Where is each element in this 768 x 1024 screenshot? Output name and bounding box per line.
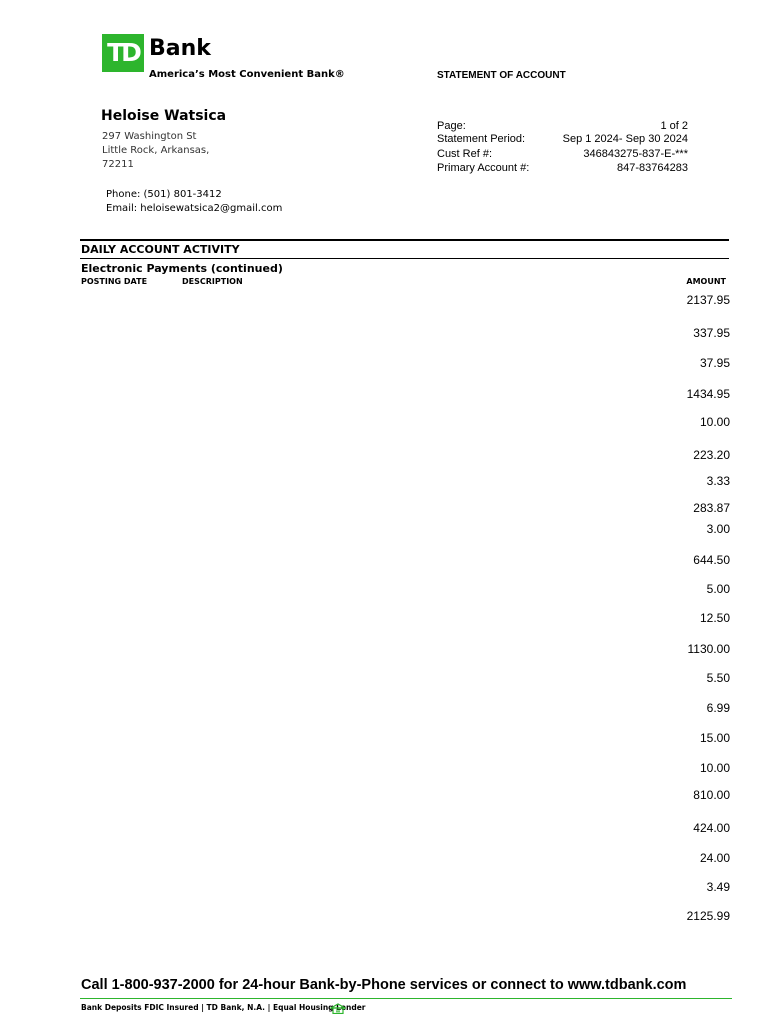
column-header-posting-date: POSTING DATE	[81, 277, 148, 286]
subsection-title: Electronic Payments (continued)	[81, 262, 283, 275]
footer-call-text: Call 1-800-937-2000 for 24-hour Bank-by-Phone services or connect to www.tdbank.com	[81, 977, 687, 993]
amount-value: 37.95	[699, 356, 730, 370]
customer-phone: Phone: (501) 801-3412	[106, 189, 222, 200]
amount-value: 337.95	[693, 326, 730, 340]
address-line: 72211	[102, 159, 134, 170]
info-value-account: 847-83764283	[617, 162, 688, 174]
address-line: 297 Washington St	[102, 131, 197, 142]
section-divider	[80, 258, 729, 259]
amount-value: 3.49	[706, 880, 730, 894]
info-value-period: Sep 1 2024- Sep 30 2024	[562, 133, 688, 145]
info-label-period: Statement Period:	[437, 133, 526, 145]
amount-value: 2125.99	[686, 909, 730, 923]
info-label-account: Primary Account #:	[437, 162, 530, 174]
amount-value: 5.00	[706, 582, 730, 596]
amount-value: 12.50	[699, 611, 730, 625]
amount-value: 3.00	[706, 522, 730, 536]
amount-value: 1434.95	[686, 387, 730, 401]
customer-name: Heloise Watsica	[101, 108, 227, 124]
info-value-cust-ref: 346843275-837-E-***	[583, 148, 688, 160]
footer-legal-text: Bank Deposits FDIC Insured | TD Bank, N.A. | Equal Housing Lender	[81, 1003, 366, 1012]
equal-housing-icon	[330, 1003, 346, 1014]
amount-value: 5.50	[706, 671, 730, 685]
amount-value: 283.87	[693, 501, 730, 515]
amount-value: 424.00	[693, 821, 730, 835]
statement-title: STATEMENT OF ACCOUNT	[437, 70, 566, 81]
section-divider	[80, 239, 729, 241]
column-header-amount: AMOUNT	[686, 277, 726, 286]
info-value-page: 1 of 2	[660, 120, 688, 132]
td-logo: TD	[102, 34, 144, 72]
amount-value: 223.20	[693, 448, 730, 462]
amount-value: 10.00	[699, 761, 730, 775]
customer-email: Email: heloisewatsica2@gmail.com	[106, 203, 283, 214]
footer-divider	[80, 998, 732, 999]
amount-value: 810.00	[693, 788, 730, 802]
column-header-description: DESCRIPTION	[182, 277, 243, 286]
amount-value: 1130.00	[687, 642, 730, 656]
bank-tagline: America’s Most Convenient Bank®	[149, 69, 345, 80]
info-label-page: Page:	[437, 120, 466, 132]
amount-value: 3.33	[706, 474, 730, 488]
info-label-cust-ref: Cust Ref #:	[437, 148, 493, 160]
amount-value: 6.99	[706, 701, 730, 715]
bank-name: Bank	[149, 36, 211, 61]
amount-value: 15.00	[699, 731, 730, 745]
amount-value: 24.00	[699, 851, 730, 865]
address-line: Little Rock, Arkansas,	[102, 145, 210, 156]
amount-value: 644.50	[693, 553, 730, 567]
amount-value: 2137.95	[686, 293, 730, 307]
section-title: DAILY ACCOUNT ACTIVITY	[81, 243, 240, 256]
amount-value: 10.00	[699, 415, 730, 429]
